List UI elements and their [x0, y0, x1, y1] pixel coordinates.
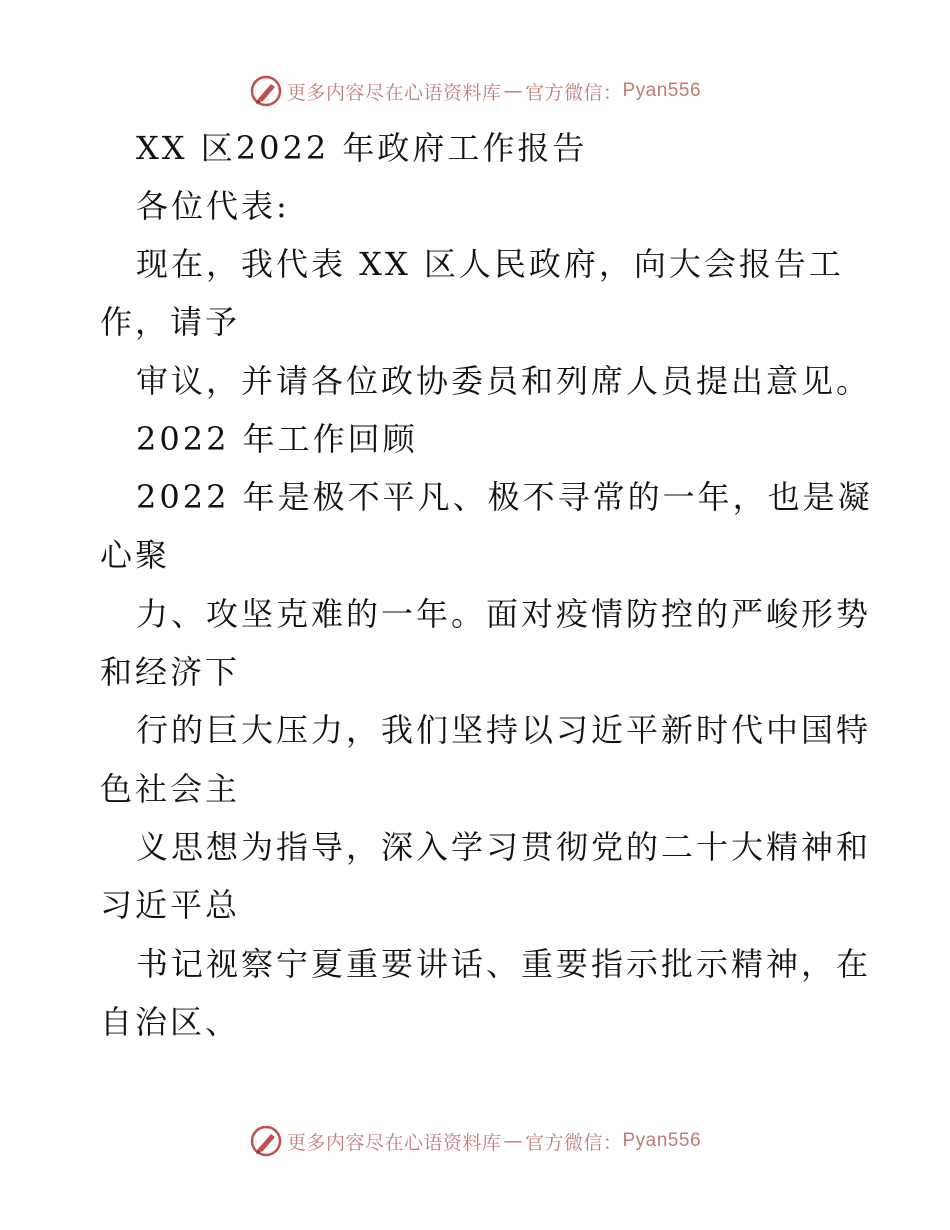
paragraph-line: 力、攻坚克难的一年。面对疫情防控的严峻形势 — [136, 595, 872, 633]
watermark-wechat-label: 官方微信： — [524, 81, 623, 104]
watermark-dash: — — [503, 80, 523, 102]
paragraph-line: 色社会主 — [100, 770, 241, 808]
paragraph-line: 义思想为指导，深入学习贯彻党的二十大精神和 — [136, 828, 872, 866]
paragraph-line: 现在，我代表 XX 区人民政府，向大会报告工 — [136, 245, 844, 283]
watermark-wechat-id: Pyan556 — [622, 1130, 702, 1151]
watermark-text: 更多内容尽在心语资料库 — [286, 1131, 502, 1154]
paragraph-line: 审议，并请各位政协委员和列席人员提出意见。 — [136, 362, 872, 400]
watermark-wechat-id: Pyan556 — [622, 80, 702, 101]
paragraph-line: 书记视察宁夏重要讲话、重要指示批示精神，在 — [136, 945, 872, 983]
paragraph-line: 行的巨大压力，我们坚持以习近平新时代中国特 — [136, 711, 872, 749]
paragraph-line: 自治区、 — [100, 1003, 241, 1041]
watermark-footer — [0, 1121, 950, 1161]
paragraph-line: 习近平总 — [100, 886, 241, 924]
paragraph-line: 心聚 — [100, 536, 171, 574]
watermark-text: 更多内容尽在心语资料库 — [286, 81, 502, 104]
watermark-dash: — — [503, 1130, 523, 1152]
paragraph-line: 作，请予 — [100, 303, 241, 341]
section-heading: 2022 年工作回顾 — [136, 420, 418, 458]
salutation: 各位代表: — [136, 187, 290, 225]
watermark-wechat-label: 官方微信： — [524, 1131, 623, 1154]
paragraph-line: 2022 年是极不平凡、极不寻常的一年，也是凝 — [136, 478, 873, 516]
paragraph-line: 和经济下 — [100, 653, 241, 691]
document-title: XX 区2022 年政府工作报告 — [136, 129, 588, 167]
pen-logo-icon — [249, 1124, 283, 1158]
